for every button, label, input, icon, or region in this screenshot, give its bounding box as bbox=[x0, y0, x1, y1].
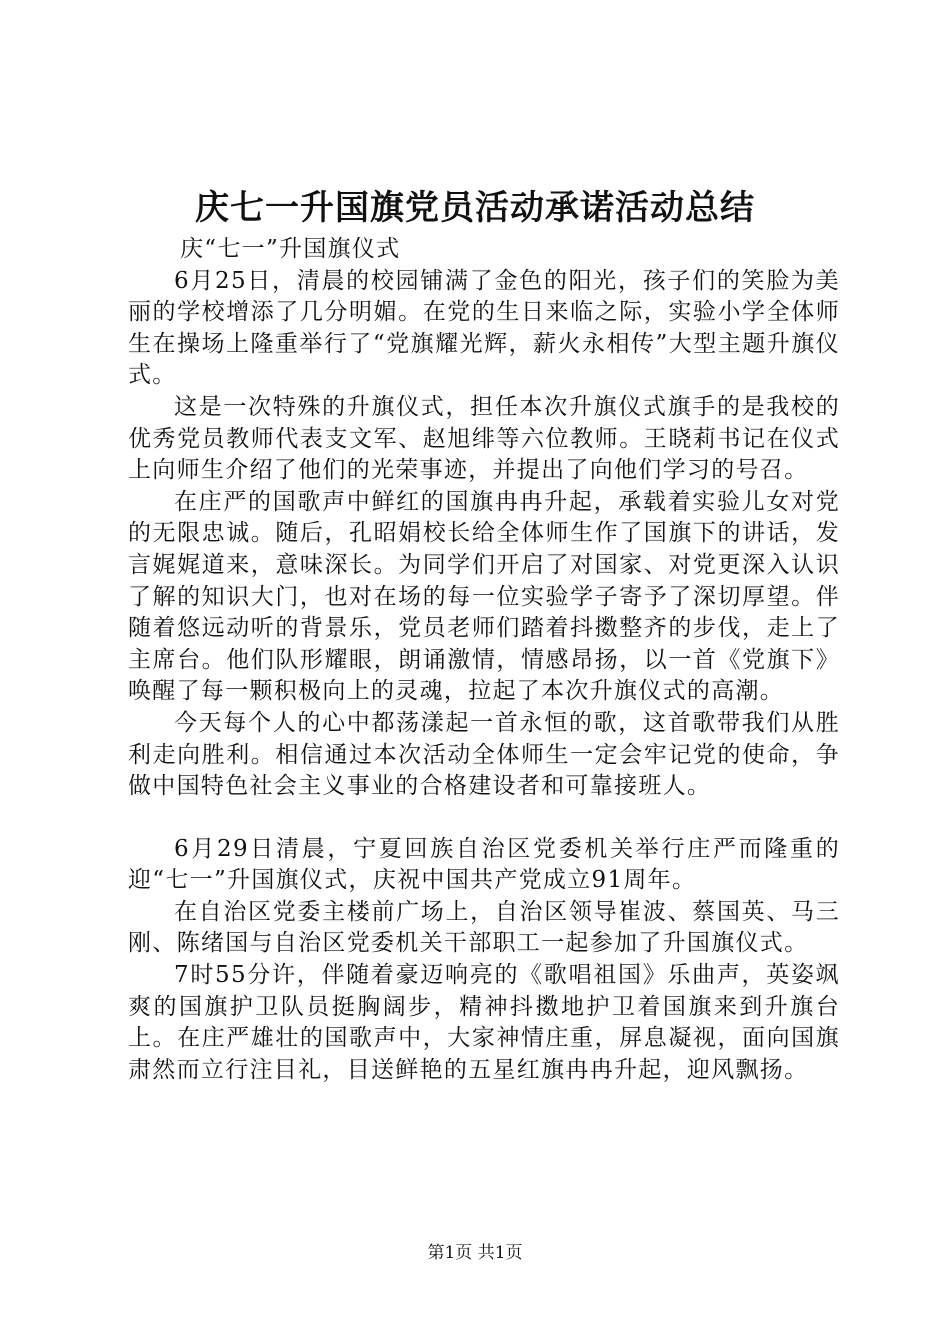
paragraph: 6月29日清晨，宁夏回族自治区党委机关举行庄严而隆重的迎“七一”升国旗仪式，庆祝中国共产党成立91周年。 bbox=[128, 835, 840, 894]
document-title: 庆七一升国旗党员活动承诺活动总结 bbox=[195, 188, 755, 228]
paragraph: 这是一次特殊的升旗仪式，担任本次升旗仪式旗手的是我校的优秀党员教师代表支文军、赵旭绯等六位教师。王晓莉书记在仪式上向师生介绍了他们的光荣事迹，并提出了向他们学习的号召。 bbox=[128, 393, 840, 484]
paragraph-spacer bbox=[128, 803, 840, 834]
subheading: 庆“七一”升国旗仪式 bbox=[180, 236, 401, 262]
paragraph: 在庄严的国歌声中鲜红的国旗冉冉升起，承载着实验儿女对党的无限忠诚。随后，孔昭娟校长给全体师生作了国旗下的讲话，发言娓娓道来，意味深长。为同学们开启了对国家、对党更深入认识了解的知识大门，也对在场的每一位实验学子寄予了深切厚望。伴随着悠远动听的背景乐，党员老师们踏着抖擞整齐的步伐，走上了主席台。他们队形耀眼，朗诵激情，情感昂扬，以一首《党旗下》唤醒了每一颗积极向上的灵魂，拉起了本次升旗仪式的高潮。 bbox=[128, 488, 840, 705]
paragraph: 7时55分许，伴随着豪迈响亮的《歌唱祖国》乐曲声，英姿飒爽的国旗护卫队员挺胸阔步，精神抖擞地护卫着国旗来到升旗台上。在庄严雄壮的国歌声中，大家神情庄重，屏息凝视，面向国旗肃然而立行注目礼，目送鲜艳的五星红旗冉冉升起，迎风飘扬。 bbox=[128, 962, 840, 1083]
paragraph: 今天每个人的心中都荡漾起一首永恒的歌，这首歌带我们从胜利走向胜利。相信通过本次活动全体师生一定会牢记党的使命，争做中国特色社会主义事业的合格建设者和可靠接班人。 bbox=[128, 709, 840, 800]
page-footer: 第1页 共1页 bbox=[427, 1243, 523, 1263]
paragraph: 6月25日，清晨的校园铺满了金色的阳光，孩子们的笑脸为美丽的学校增添了几分明媚。在党的生日来临之际，实验小学全体师生在操场上隆重举行了“党旗耀光辉，薪火永相传”大型主题升旗仪式。 bbox=[128, 267, 840, 389]
document-body bbox=[128, 234, 840, 1086]
paragraph: 在自治区党委主楼前广场上，自治区领导崔波、蔡国英、马三刚、陈绪国与自治区党委机关干部职工一起参加了升国旗仪式。 bbox=[128, 898, 840, 957]
